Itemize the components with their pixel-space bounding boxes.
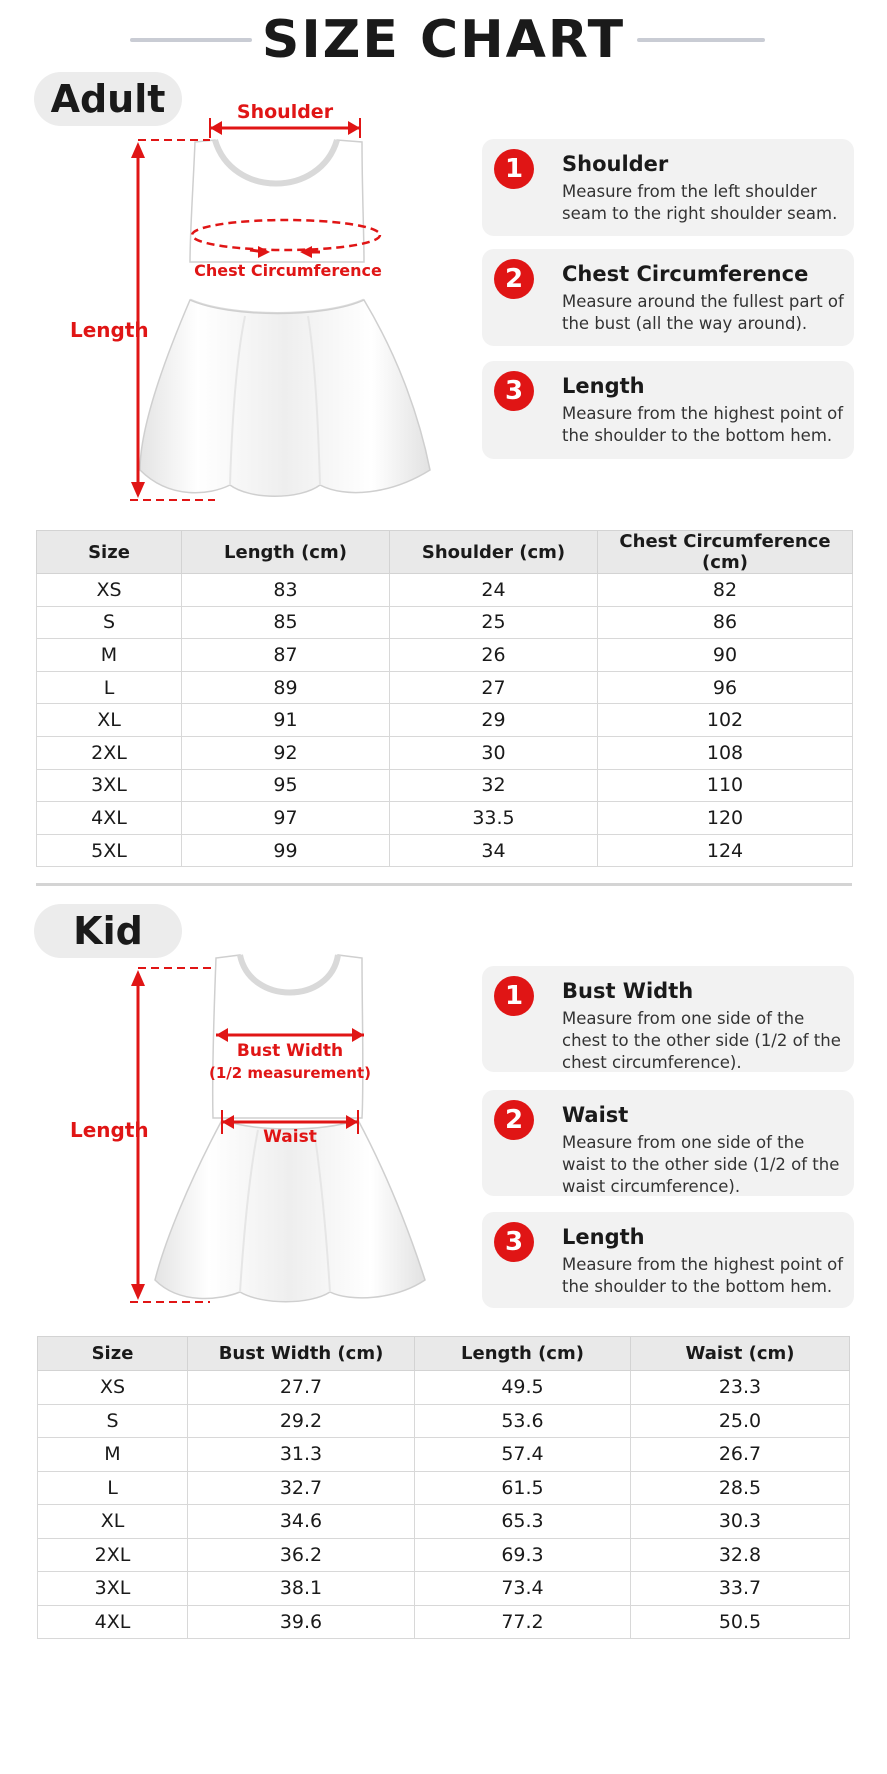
instruction-title: Bust Width [562, 979, 694, 1003]
title-divider-right [637, 38, 765, 42]
measurement-cell: 57.4 [415, 1438, 631, 1472]
instruction-description: Measure from one side of the chest to the other side (1/2 of the chest circumference). [562, 1009, 841, 1072]
instruction-title: Length [562, 374, 645, 398]
table-row [38, 1572, 850, 1606]
kid-instruction-waist [482, 1090, 854, 1196]
measurement-cell: 33.5 [390, 802, 598, 835]
instruction-title: Shoulder [562, 152, 669, 176]
size-cell: M [37, 639, 182, 672]
kid-size-table [37, 1336, 850, 1639]
measurement-cell: 50.5 [631, 1605, 850, 1639]
size-cell: S [38, 1404, 188, 1438]
adult-section-label: Adult [34, 72, 182, 126]
measurement-cell: 91 [182, 704, 390, 737]
adult-bodice-shape [190, 140, 364, 262]
measurement-cell: 26 [390, 639, 598, 672]
measurement-cell: 34 [390, 834, 598, 867]
measurement-cell: 95 [182, 769, 390, 802]
measurement-cell: 39.6 [188, 1605, 415, 1639]
adult-size-table [36, 530, 853, 867]
measurement-cell: 110 [598, 769, 853, 802]
table-row [38, 1404, 850, 1438]
table-row [37, 802, 853, 835]
size-cell: XS [38, 1371, 188, 1405]
measurement-cell: 28.5 [631, 1471, 850, 1505]
size-cell: M [38, 1438, 188, 1472]
table-header-row [38, 1337, 850, 1371]
measurement-cell: 24 [390, 574, 598, 607]
measurement-cell: 124 [598, 834, 853, 867]
measurement-cell: 49.5 [415, 1371, 631, 1405]
measurement-cell: 77.2 [415, 1605, 631, 1639]
size-cell: XL [37, 704, 182, 737]
size-cell: L [38, 1471, 188, 1505]
measurement-cell: 65.3 [415, 1505, 631, 1539]
table-row [37, 834, 853, 867]
size-cell: 2XL [38, 1538, 188, 1572]
measurement-cell: 87 [182, 639, 390, 672]
size-cell: XL [38, 1505, 188, 1539]
column-header: Length (cm) [182, 531, 390, 574]
size-cell: 3XL [38, 1572, 188, 1606]
measurement-cell: 27.7 [188, 1371, 415, 1405]
adult-dress-diagram [0, 95, 470, 515]
measurement-cell: 32.7 [188, 1471, 415, 1505]
size-cell: 2XL [37, 736, 182, 769]
size-cell: 4XL [38, 1605, 188, 1639]
kid-instruction-length [482, 1212, 854, 1308]
column-header: Length (cm) [415, 1337, 631, 1371]
step-number-badge: 1 [494, 149, 534, 189]
table-row [37, 736, 853, 769]
table-row [37, 769, 853, 802]
measurement-cell: 53.6 [415, 1404, 631, 1438]
instruction-title: Length [562, 1225, 645, 1249]
measurement-cell: 90 [598, 639, 853, 672]
measurement-cell: 34.6 [188, 1505, 415, 1539]
adult-table-body [37, 574, 853, 867]
table-row [37, 639, 853, 672]
adult-shoulder-label: Shoulder [236, 101, 334, 123]
instruction-description: Measure around the fullest part of the bust (all the way around). [562, 292, 844, 333]
step-number-badge: 1 [494, 976, 534, 1016]
measurement-cell: 38.1 [188, 1572, 415, 1606]
measurement-cell: 29 [390, 704, 598, 737]
section-divider [36, 883, 852, 886]
kid-instruction-bust [482, 966, 854, 1072]
measurement-cell: 96 [598, 671, 853, 704]
measurement-cell: 120 [598, 802, 853, 835]
adult-skirt-shape [140, 300, 430, 496]
column-header: Bust Width (cm) [188, 1337, 415, 1371]
table-row [38, 1605, 850, 1639]
table-row [38, 1471, 850, 1505]
size-cell: 5XL [37, 834, 182, 867]
instruction-title: Waist [562, 1103, 629, 1127]
table-row [37, 606, 853, 639]
kid-waist-label: Waist [263, 1127, 317, 1147]
adult-instruction-chest [482, 249, 854, 346]
column-header: Chest Circumference (cm) [598, 531, 853, 574]
measurement-cell: 102 [598, 704, 853, 737]
instruction-description: Measure from the highest point of the shoulder to the bottom hem. [562, 1255, 843, 1296]
measurement-cell: 108 [598, 736, 853, 769]
kid-skirt-shape [155, 1120, 425, 1302]
column-header: Size [38, 1337, 188, 1371]
measurement-cell: 36.2 [188, 1538, 415, 1572]
size-cell: 4XL [37, 802, 182, 835]
column-header: Size [37, 531, 182, 574]
measurement-cell: 61.5 [415, 1471, 631, 1505]
measurement-cell: 82 [598, 574, 853, 607]
measurement-cell: 89 [182, 671, 390, 704]
kid-bust-label: Bust Width [236, 1041, 344, 1061]
measurement-cell: 29.2 [188, 1404, 415, 1438]
page-header [0, 0, 887, 80]
step-number-badge: 2 [494, 1100, 534, 1140]
measurement-cell: 99 [182, 834, 390, 867]
instruction-description: Measure from the highest point of the shoulder to the bottom hem. [562, 404, 843, 445]
table-row [37, 704, 853, 737]
table-row [37, 671, 853, 704]
measurement-cell: 25.0 [631, 1404, 850, 1438]
kid-length-label: Length [70, 1118, 149, 1142]
measurement-cell: 25 [390, 606, 598, 639]
page-title: SIZE CHART [261, 10, 626, 70]
measurement-cell: 26.7 [631, 1438, 850, 1472]
measurement-cell: 69.3 [415, 1538, 631, 1572]
instruction-description: Measure from one side of the waist to the other side (1/2 of the waist circumference). [562, 1133, 840, 1196]
adult-length-label: Length [70, 318, 149, 342]
kid-bust-sub-label: (1/2 measurement) [208, 1064, 372, 1082]
size-cell: 3XL [37, 769, 182, 802]
instruction-description: Measure from the left shoulder seam to the right shoulder seam. [562, 182, 838, 223]
size-cell: S [37, 606, 182, 639]
table-row [38, 1538, 850, 1572]
kid-table-body [38, 1371, 850, 1639]
column-header: Waist (cm) [631, 1337, 850, 1371]
adult-instruction-length [482, 361, 854, 459]
measurement-cell: 73.4 [415, 1572, 631, 1606]
size-cell: XS [37, 574, 182, 607]
step-number-badge: 3 [494, 371, 534, 411]
measurement-cell: 23.3 [631, 1371, 850, 1405]
step-number-badge: 2 [494, 259, 534, 299]
measurement-cell: 30 [390, 736, 598, 769]
kid-section-label: Kid [34, 904, 182, 958]
adult-instruction-shoulder [482, 139, 854, 236]
measurement-cell: 27 [390, 671, 598, 704]
table-row [38, 1505, 850, 1539]
table-row [38, 1438, 850, 1472]
size-cell: L [37, 671, 182, 704]
instruction-title: Chest Circumference [562, 262, 809, 286]
column-header: Shoulder (cm) [390, 531, 598, 574]
measurement-cell: 32 [390, 769, 598, 802]
adult-chest-label: Chest Circumference [194, 261, 382, 280]
table-row [38, 1371, 850, 1405]
measurement-cell: 85 [182, 606, 390, 639]
measurement-cell: 86 [598, 606, 853, 639]
measurement-cell: 92 [182, 736, 390, 769]
measurement-cell: 83 [182, 574, 390, 607]
measurement-cell: 97 [182, 802, 390, 835]
measurement-cell: 32.8 [631, 1538, 850, 1572]
table-row [37, 574, 853, 607]
measurement-cell: 30.3 [631, 1505, 850, 1539]
measurement-cell: 31.3 [188, 1438, 415, 1472]
measurement-cell: 33.7 [631, 1572, 850, 1606]
table-header-row [37, 531, 853, 574]
step-number-badge: 3 [494, 1222, 534, 1262]
